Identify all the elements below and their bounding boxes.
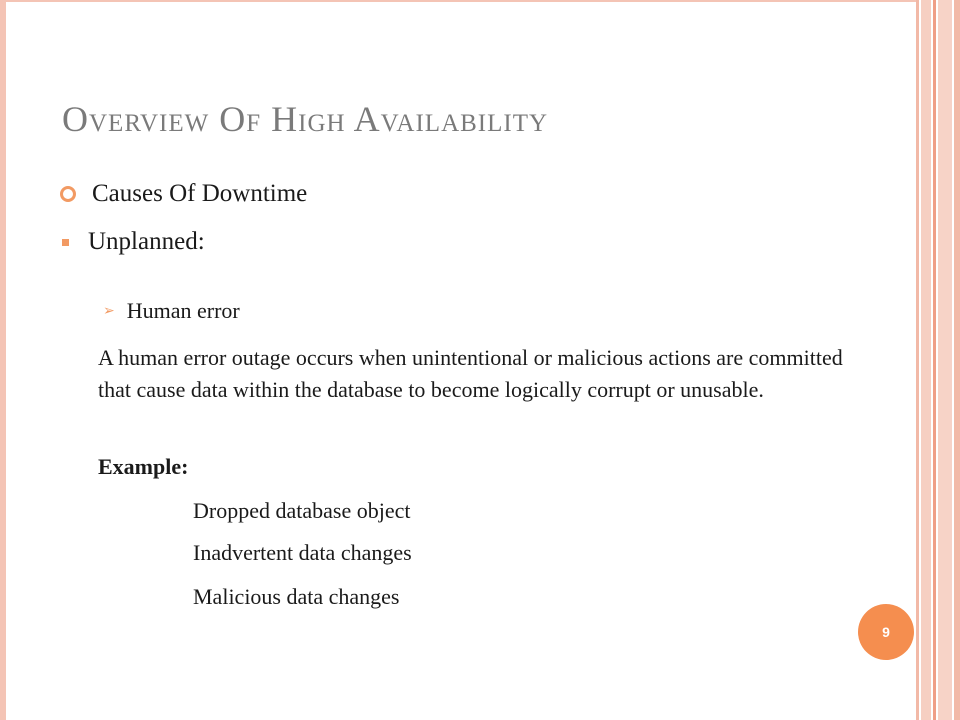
- example-item: Dropped database object: [193, 498, 411, 523]
- stripe: [921, 0, 931, 720]
- right-decorative-stripes: [916, 0, 960, 720]
- example-label: Example:: [98, 454, 189, 479]
- slide-title: Overview Of High Availability: [62, 99, 549, 139]
- stripe: [916, 0, 919, 720]
- stripe: [954, 0, 960, 720]
- stripe: [933, 0, 936, 720]
- bullet-text: Causes Of Downtime: [92, 180, 308, 207]
- sub-bullet-human-error: [103, 298, 240, 324]
- bullet-unplanned: [60, 228, 205, 256]
- square-bullet-icon: [62, 239, 69, 246]
- description-paragraph: A human error outage occurs when unintentional or malicious actions are committed that cause data within the database to become logically corrupt or unusable.: [98, 345, 843, 402]
- example-item: Malicious data changes: [193, 584, 400, 609]
- bullet-causes-of-downtime: [60, 180, 307, 208]
- example-item: Inadvertent data changes: [193, 540, 412, 565]
- bullet-text: Unplanned:: [88, 228, 205, 255]
- ring-bullet-icon: [60, 186, 76, 202]
- sub-bullet-text: Human error: [126, 298, 240, 323]
- arrowhead-bullet-icon: ➢: [103, 303, 115, 319]
- stripe: [938, 0, 952, 720]
- page-number-badge: 9: [858, 604, 914, 660]
